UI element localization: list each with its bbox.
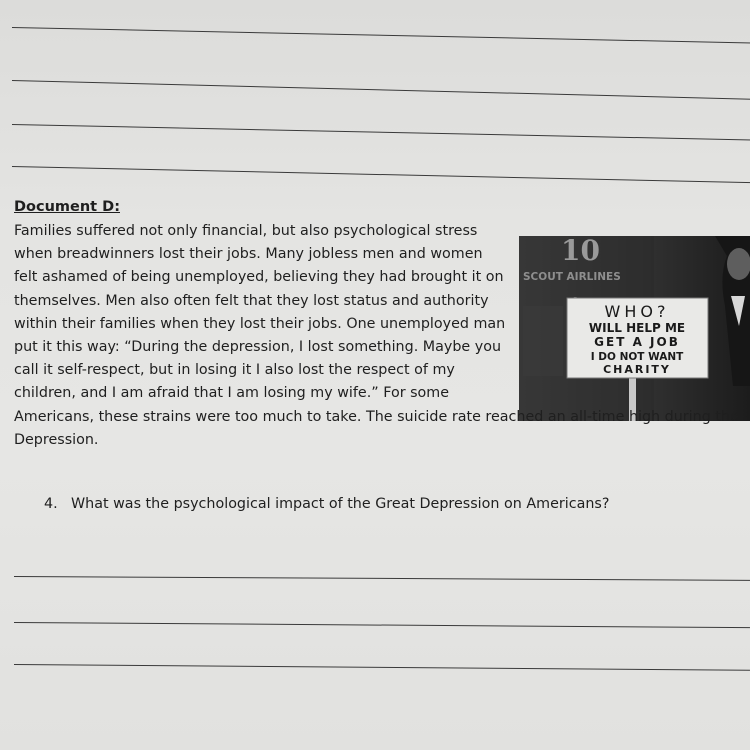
answer-line-bottom-1[interactable] — [14, 576, 750, 581]
storefront-sign: SCOUT AIRLINES — [523, 271, 621, 283]
paragraph-line: themselves. Men also often felt that they lost status and authority — [14, 292, 489, 309]
paragraph-line: Depression. — [14, 431, 99, 448]
paragraph-line: children, and I am afraid that I am losing my wife.” For some — [14, 385, 450, 402]
paragraph-line: within their families when they lost their jobs. One unemployed man — [14, 315, 506, 332]
answer-line-top-3 — [12, 124, 750, 140]
sign-line-2: WILL HELP ME — [588, 321, 686, 335]
answer-line-top-1 — [12, 27, 750, 43]
storefront-number: 10 — [561, 236, 600, 267]
answer-line-top-2 — [12, 80, 750, 100]
question-text: What was the psychological impact of the Great Depression on Americans? — [71, 496, 610, 512]
paragraph-line: Americans, these strains were too much to take. The suicide rate reached an all-time high during the — [14, 408, 739, 425]
paragraph-line: call it self-respect, but in losing it I also lost the respect of my — [14, 362, 455, 379]
question-4 — [44, 496, 609, 512]
question-number: 4. — [44, 496, 58, 512]
paragraph-line: put it this way: “During the depression, I lost something. Maybe you — [14, 339, 502, 356]
answer-line-bottom-3[interactable] — [14, 664, 750, 671]
document-paragraph — [14, 220, 739, 452]
document-heading: Document D: — [14, 199, 120, 215]
answer-line-bottom-2[interactable] — [14, 622, 750, 628]
paragraph-line: when breadwinners lost their jobs. Many jobless men and women — [14, 246, 483, 263]
paragraph-line: felt ashamed of being unemployed, believing they had brought it on — [14, 269, 504, 286]
paragraph-line: Families suffered not only financial, but also psychological stress — [14, 223, 478, 239]
sign-line-4: I DO NOT WANT — [590, 351, 684, 363]
sign-line-1: WHO? — [604, 302, 670, 321]
sign-line-5: CHARITY — [603, 363, 671, 376]
answer-line-top-4 — [12, 166, 750, 183]
sign-line-3: GET A JOB — [594, 335, 680, 349]
